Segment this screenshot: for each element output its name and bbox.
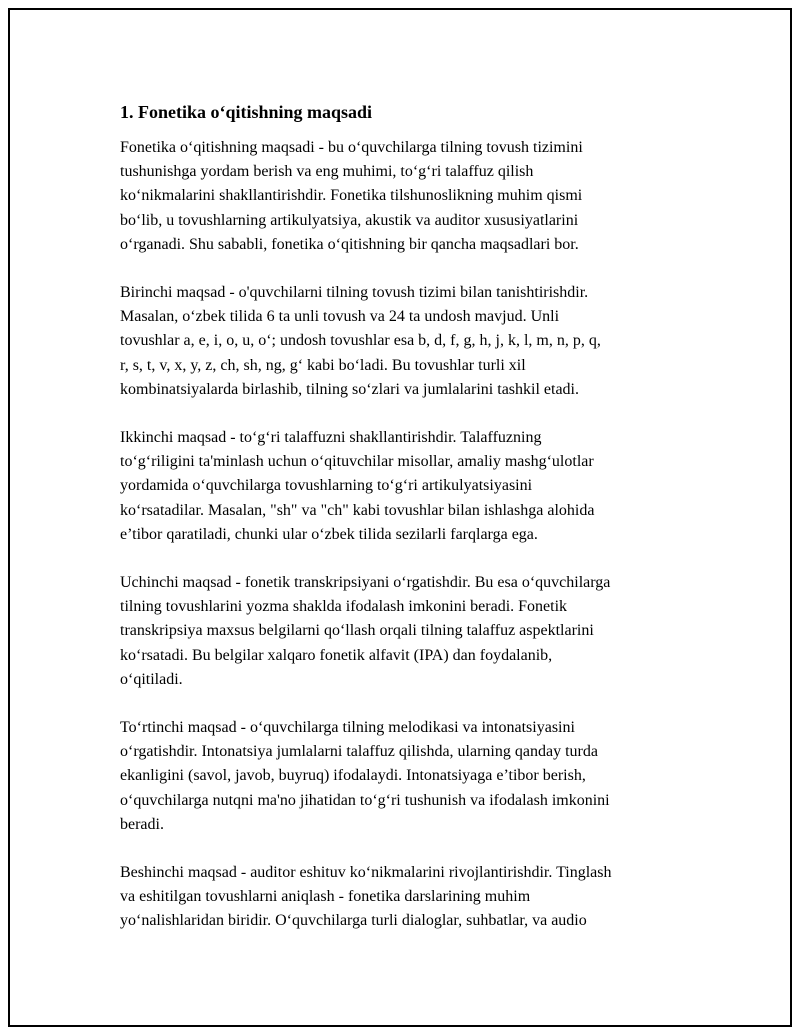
- text-line: o‘rgatishdir. Intonatsiya jumlalarni talaffuz qilishda, ularning qanday turda: [120, 743, 598, 761]
- text-line: Masalan, o‘zbek tilida 6 ta unli tovush va 24 ta undosh mavjud. Unli: [120, 308, 560, 326]
- paragraph-third-goal: [120, 571, 710, 692]
- text-line: Fonetika o‘qitishning maqsadi - bu o‘quvchilarga tilning tovush tizimini: [120, 139, 583, 156]
- paragraph-first-goal: [120, 281, 710, 402]
- text-line: transkripsiya maxsus belgilarni qo‘llash orqali tilning talaffuz aspektlarini: [120, 622, 594, 640]
- text-line: o‘quvchilarga nutqni ma'no jihatidan to‘g‘ri tushunish va ifodalash imkonini: [120, 791, 610, 809]
- text-line: o‘rganadi. Shu sababli, fonetika o‘qitishning bir qancha maqsadlari bor.: [120, 235, 579, 253]
- text-line: yordamida o‘quvchilarga tovushlarning to‘g‘ri artikulyatsiyasini: [120, 477, 533, 495]
- paragraph-second-goal: [120, 426, 710, 547]
- text-line: Birinchi maqsad - o'quvchilarni tilning tovush tizimi bilan tanishtirishdir.: [120, 284, 589, 302]
- text-line: to‘g‘riligini ta'minlash uchun o‘qituvchilar misollar, amaliy mashg‘ulotlar: [120, 453, 594, 471]
- paragraph-fourth-goal: [120, 716, 710, 837]
- text-line: ko‘nikmalarini shakllantirishdir. Fonetika tilshunoslikning muhim qismi: [120, 187, 583, 205]
- text-line: yo‘nalishlaridan biridir. O‘quvchilarga turli dialoglar, suhbatlar, va audio: [120, 912, 587, 930]
- paragraph-intro: [120, 136, 710, 257]
- text-line: Beshinchi maqsad - auditor eshituv ko‘nikmalarini rivojlantirishdir. Tinglash: [120, 864, 612, 882]
- text-line: Uchinchi maqsad - fonetik transkripsiyani o‘rgatishdir. Bu esa o‘quvchilarga: [120, 574, 611, 592]
- paragraph-fifth-goal: [120, 861, 710, 934]
- text-line: beradi.: [120, 815, 164, 833]
- text-line: ko‘rsatadi. Bu belgilar xalqaro fonetik alfavit (IPA) dan foydalanib,: [120, 646, 553, 664]
- page-frame: [8, 8, 792, 1027]
- section-heading: 1. Fonetika o‘qitishning maqsadi: [120, 102, 373, 122]
- document-body: [120, 100, 710, 958]
- text-line: bo‘lib, u tovushlarning artikulyatsiya, akustik va auditor xususiyatlarini: [120, 211, 579, 229]
- text-line: tilning tovushlarini yozma shaklda ifodalash imkonini beradi. Fonetik: [120, 598, 568, 616]
- text-line: va eshitilgan tovushlarni aniqlash - fonetika darslarining muhim: [120, 888, 531, 906]
- text-line: r, s, t, v, x, y, z, ch, sh, ng, g‘ kabi bo‘ladi. Bu tovushlar turli xil: [120, 356, 526, 374]
- text-line: o‘qitiladi.: [120, 670, 183, 688]
- text-line: tushunishga yordam berish va eng muhimi, to‘g‘ri talaffuz qilish: [120, 163, 534, 181]
- text-line: ko‘rsatadilar. Masalan, "sh" va "ch" kabi tovushlar bilan ishlashga alohida: [120, 501, 595, 519]
- text-line: e’tibor qaratiladi, chunki ular o‘zbek tilida sezilarli farqlarga ega.: [120, 525, 538, 543]
- text-line: ekanligini (savol, javob, buyruq) ifodalaydi. Intonatsiyaga e’tibor berish,: [120, 767, 586, 785]
- text-line: To‘rtinchi maqsad - o‘quvchilarga tilning melodikasi va intonatsiyasini: [120, 719, 575, 737]
- text-line: Ikkinchi maqsad - to‘g‘ri talaffuzni shakllantirishdir. Talaffuzning: [120, 429, 542, 447]
- text-line: tovushlar a, e, i, o, u, o‘; undosh tovushlar esa b, d, f, g, h, j, k, l, m, n, p, q,: [120, 332, 601, 350]
- text-line: kombinatsiyalarda birlashib, tilning so‘zlari va jumlalarini tashkil etadi.: [120, 380, 579, 398]
